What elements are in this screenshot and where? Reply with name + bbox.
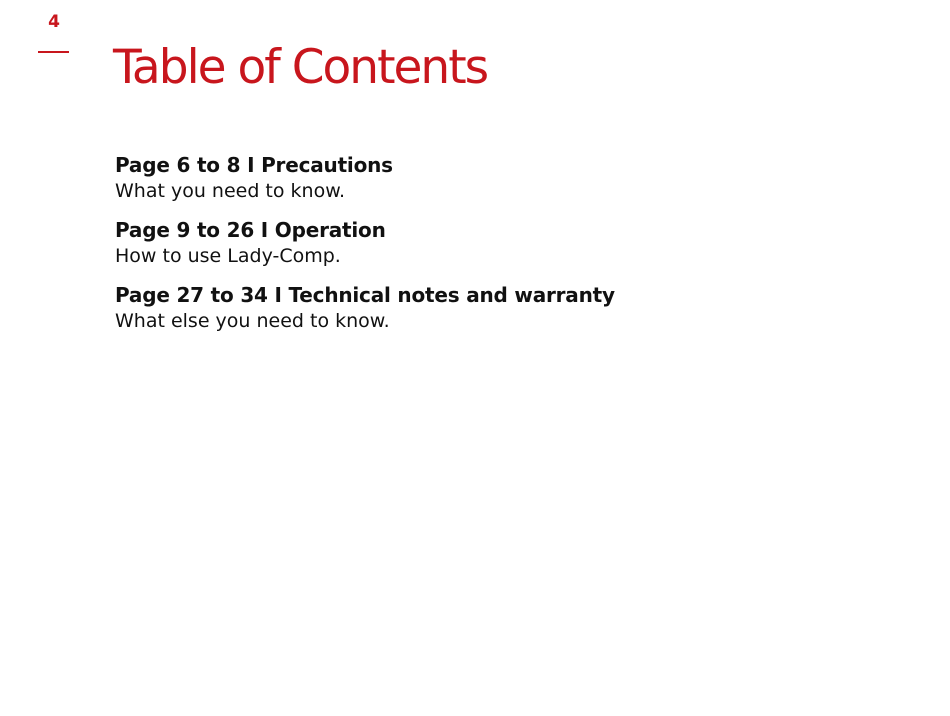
- toc-entry-precautions: [115, 152, 875, 204]
- toc-entry-technical-notes: [115, 282, 875, 334]
- toc-entry-description: What else you need to know.: [115, 310, 390, 332]
- toc-entry-heading: Page 9 to 26 I Operation: [115, 218, 386, 242]
- toc-entry-operation: [115, 217, 875, 269]
- page-number: 4: [48, 12, 60, 32]
- toc-entry-description: How to use Lady-Comp.: [115, 245, 341, 267]
- toc-entry-heading: Page 27 to 34 I Technical notes and warranty: [115, 283, 615, 307]
- page-number-rule: [38, 51, 69, 53]
- page-title: Table of Contents: [113, 40, 488, 95]
- toc-entry-heading: Page 6 to 8 I Precautions: [115, 153, 393, 177]
- toc-entry-description: What you need to know.: [115, 180, 346, 202]
- table-of-contents: [115, 152, 875, 347]
